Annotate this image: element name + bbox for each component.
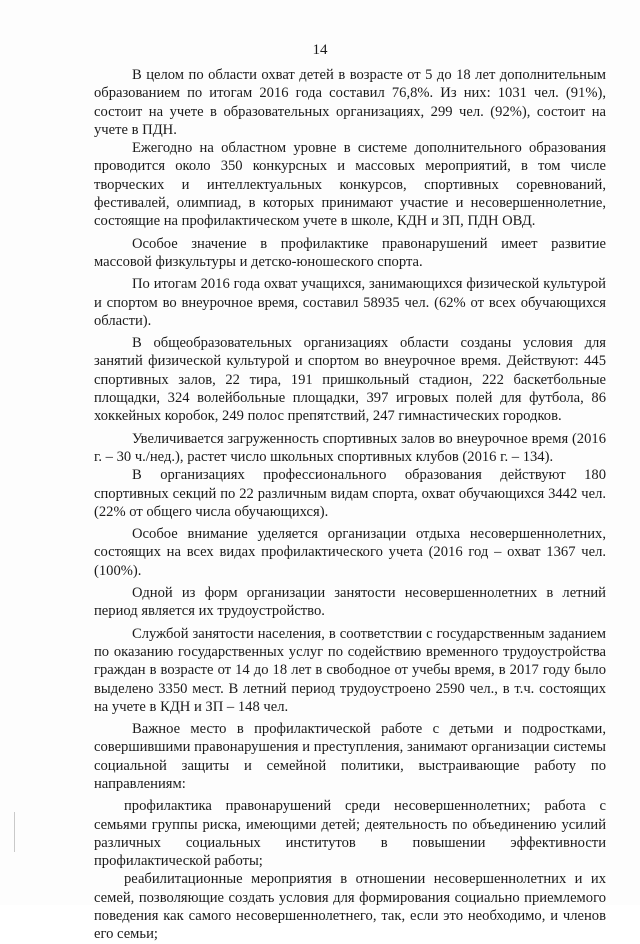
paragraph-employment-service: Службой занятости населения, в соответствии с государственным заданием по оказанию государственных услуг по содействию временного трудоустройства граждан в возрасте от 14 до 18 лет в свободное от учебы время, в 2017 году было выделено 3350 мест. В летний период трудоустроено 2590 чел., в т.ч. состоящих на учете в КДН и ЗП – 148 чел. xyxy=(94,625,606,715)
paragraph-social-protection: Важное место в профилактической работе с детьми и подростками, совершившими правонарушения и преступления, занимают организации системы социальной защиты и семейной политики, выстраивающие работу по направлениям: xyxy=(94,721,606,792)
paragraph-sport-facilities: В общеобразовательных организациях области созданы условия для занятий физической культурой и спортом во внеурочное время. Действуют: 445 спортивных залов, 22 тира, 191 пришкольный стадион, 222 баскетбольные площадки, 324 волейбольные площадки, 397 игровых полей для футбола, 86 хоккейных коробок, 249 полос препятствий, 247 гимнастических городков. xyxy=(94,335,606,425)
paragraph-coverage-additional-education: В целом по области охват детей в возрасте от 5 до 18 лет дополнительным образованием по итогам 2016 года составил 76,8%. Из них: 1031 чел. (91%), состоит на учете в образовательных организациях, 299 чел. (92%), состоит на учете в ПДН. xyxy=(94,67,606,138)
document-body xyxy=(94,66,606,944)
list-item-rehabilitation: реабилитационные мероприятия в отношении несовершеннолетних и их семей, позволяющие создать условия для формирования социально приемлемого поведения как самого несовершеннолетнего, так, если это необходимо, и членов его семьи; xyxy=(94,871,606,943)
scan-edge-mark xyxy=(14,812,15,852)
list-item-prevention: профилактика правонарушений среди несовершеннолетних; работа с семьями группы риска, имеющими детей; деятельность по объединению усилий различных социальных институтов в повышении эффективности профилактической работы; xyxy=(94,798,606,870)
paragraph-gym-workload: Увеличивается загруженность спортивных залов во внеурочное время (2016 г. – 30 ч./нед.), растет число школьных спортивных клубов (2016 г. – 134). xyxy=(94,430,606,465)
paragraph-recreation-organization: Особое внимание уделяется организации отдыха несовершеннолетних, состоящих на всех видах профилактического учета (2016 год – охват 1367 чел. (100%). xyxy=(94,526,606,579)
paragraph-annual-events: Ежегодно на областном уровне в системе дополнительного образования проводится около 350 конкурсных и массовых мероприятий, в том числе творческих и интеллектуальных конкурсов, спортивных соревнований, фестивалей, олимпиад, в которых принимают участие и несовершеннолетние, состоящие на профилактическом учете в школе, КДН и ЗП, ПДН ОВД. xyxy=(94,140,606,230)
paragraph-summer-employment: Одной из форм организации занятости несовершеннолетних в летний период является их трудоустройство. xyxy=(94,585,606,620)
paragraph-mass-sport-importance: Особое значение в профилактике правонарушений имеет развитие массовой физкультуры и детско-юношеского спорта. xyxy=(94,235,606,270)
paragraph-sport-coverage: По итогам 2016 года охват учащихся, занимающихся физической культурой и спортом во внеурочное время, составил 58935 чел. (62% от всех обучающихся области). xyxy=(94,276,606,329)
page-number: 14 xyxy=(312,42,328,58)
paragraph-professional-sport-sections: В организациях профессионального образования действуют 180 спортивных секций по 22 различным видам спорта, охват обучающихся 3442 чел. (22% от общего числа обучающихся). xyxy=(94,467,606,520)
